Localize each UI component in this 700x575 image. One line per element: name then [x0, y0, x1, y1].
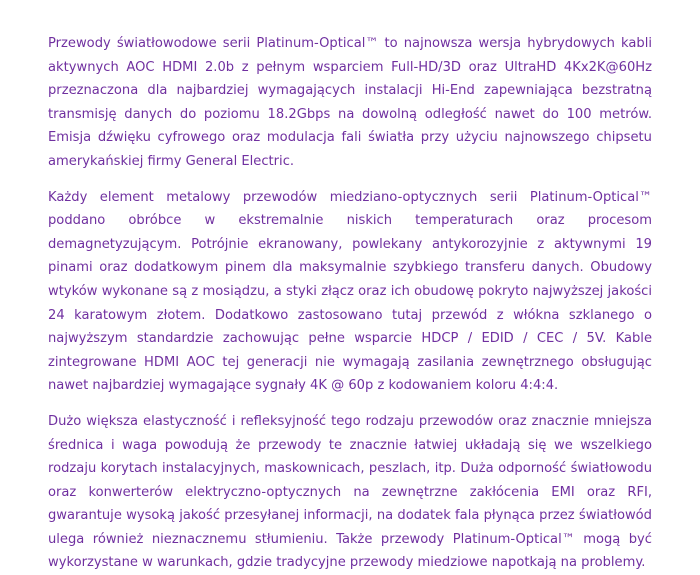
- paragraph-flexibility: Dużo większa elastyczność i refleksyjność tego rodzaju przewodów oraz znacznie mniejsza średnica i waga powodują że przewody te znacznie łatwiej układają się we wszelkiego rodzaju korytach instalacyjnych, maskownicach, peszlach, itp. Duża odporność światłowodu oraz konwerterów elektryczno-optycznych na zewnętrzne zakłócenia EMI oraz RFI, gwarantuje wysoką jakość przesyłanej informacji, na dodatek fala płynąca przez światłowód ulega również nieznacznemu stłumieniu. Także przewody Platinum-Optical™ mogą być wykorzystane w warunkach, gdzie tradycyjne przewody miedziowe napotkają na problemy.: [48, 413, 652, 571]
- document-body: [48, 32, 652, 575]
- paragraph-intro: Przewody światłowodowe serii Platinum-Optical™ to najnowsza wersja hybrydowych kabli aktywnych AOC HDMI 2.0b z pełnym wsparciem Full-HD/3D oraz UltraHD 4Kx2K@60Hz przeznaczona dla najbardziej wymagających instalacji Hi-End zapewniająca bezstratną transmisję danych do poziomu 18.2Gbps na dowolną odległość nawet do 100 metrów. Emisja dźwięku cyfrowego oraz modulacja fali światła przy użyciu najnowszego chipsetu amerykańskiej firmy General Electric.: [48, 36, 652, 169]
- paragraph-construction: Każdy element metalowy przewodów miedziano-optycznych serii Platinum-Optical™ poddano obróbce w ekstremalnie niskich temperaturach oraz procesom demagnetyzującym. Potrójnie ekranowany, powlekany antykorozyjnie z aktywnymi 19 pinami oraz dodatkowym pinem dla maksymalnie szybkiego transferu danych. Obudowy wtyków wykonane są z mosiądzu, a styki złącz oraz ich obudowę pokryto najwyższej jakości 24 karatowym złotem. Dodatkowo zastosowano tutaj przewód z włókna szklanego o najwyższym standardzie zachowując pełne wsparcie HDCP / EDID / CEC / 5V. Kable zintegrowane HDMI AOC tej generacji nie wymagają zasilania zewnętrznego obsługując nawet najbardziej wymagające sygnały 4K @ 60p z kodowaniem koloru 4:4:4.: [48, 189, 652, 394]
